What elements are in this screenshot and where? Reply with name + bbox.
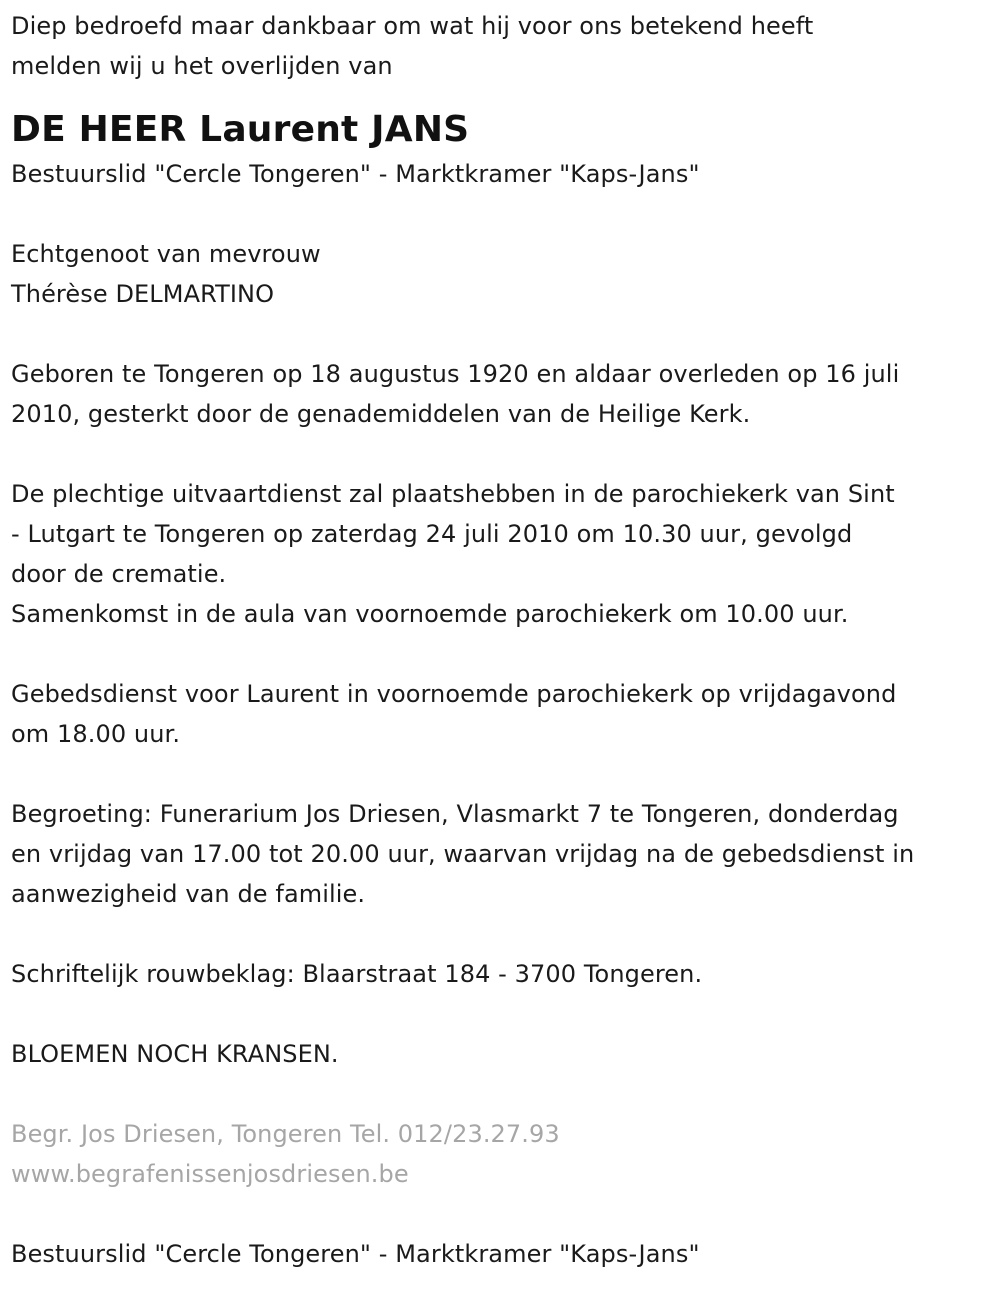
spacer [11,1074,990,1114]
funeral-service-section [11,474,990,634]
spacer [11,634,990,674]
undertaker-info [11,1114,990,1194]
prayer-section [11,674,990,754]
prayer-line-1: Gebedsdienst voor Laurent in voornoemde parochiekerk op vrijdagavond [11,680,897,708]
spacer [11,754,990,794]
spouse-name: Thérèse DELMARTINO [11,280,275,308]
spacer [11,914,990,954]
footer-role: Bestuurslid "Cercle Tongeren" - Marktkramer "Kaps-Jans" [11,1240,700,1268]
spouse-line-1: Echtgenoot van mevrouw [11,240,321,268]
greeting-section [11,794,990,914]
greeting-line-3: aanwezigheid van de familie. [11,880,366,908]
spacer [11,86,990,102]
birth-line-2: 2010, gesterkt door de genademiddelen van de Heilige Kerk. [11,400,751,428]
flowers-note: BLOEMEN NOCH KRANSEN. [11,1040,339,1068]
undertaker-line-1: Begr. Jos Driesen, Tongeren Tel. 012/23.27.93 [11,1120,560,1148]
condolence-address: Schriftelijk rouwbeklag: Blaarstraat 184 - 3700 Tongeren. [11,960,703,988]
spouse-section [11,234,990,314]
spacer [11,1194,990,1234]
deceased-name: DE HEER Laurent JANS [11,109,470,150]
intro-text [11,6,990,86]
service-line-1: De plechtige uitvaartdienst zal plaatshebben in de parochiekerk van Sint [11,480,895,508]
prayer-line-2: om 18.00 uur. [11,720,181,748]
birth-line-1: Geboren te Tongeren op 18 augustus 1920 en aldaar overleden op 16 juli [11,360,900,388]
service-line-3: door de crematie. [11,560,227,588]
spacer [11,994,990,1034]
deceased-role: Bestuurslid "Cercle Tongeren" - Marktkramer "Kaps-Jans" [11,160,700,188]
spacer [11,314,990,354]
spacer [11,434,990,474]
service-line-4: Samenkomst in de aula van voornoemde parochiekerk om 10.00 uur. [11,600,849,628]
greeting-line-1: Begroeting: Funerarium Jos Driesen, Vlasmarkt 7 te Tongeren, donderdag [11,800,899,828]
greeting-line-2: en vrijdag van 17.00 tot 20.00 uur, waarvan vrijdag na de gebedsdienst in [11,840,915,868]
intro-line-1: Diep bedroefd maar dankbaar om wat hij voor ons betekend heeft [11,12,814,40]
spacer [11,194,990,234]
birth-death-section [11,354,990,434]
service-line-2: - Lutgart te Tongeren op zaterdag 24 juli 2010 om 10.30 uur, gevolgd [11,520,853,548]
intro-line-2: melden wij u het overlijden van [11,52,393,80]
undertaker-website: www.begrafenissenjosdriesen.be [11,1160,409,1188]
